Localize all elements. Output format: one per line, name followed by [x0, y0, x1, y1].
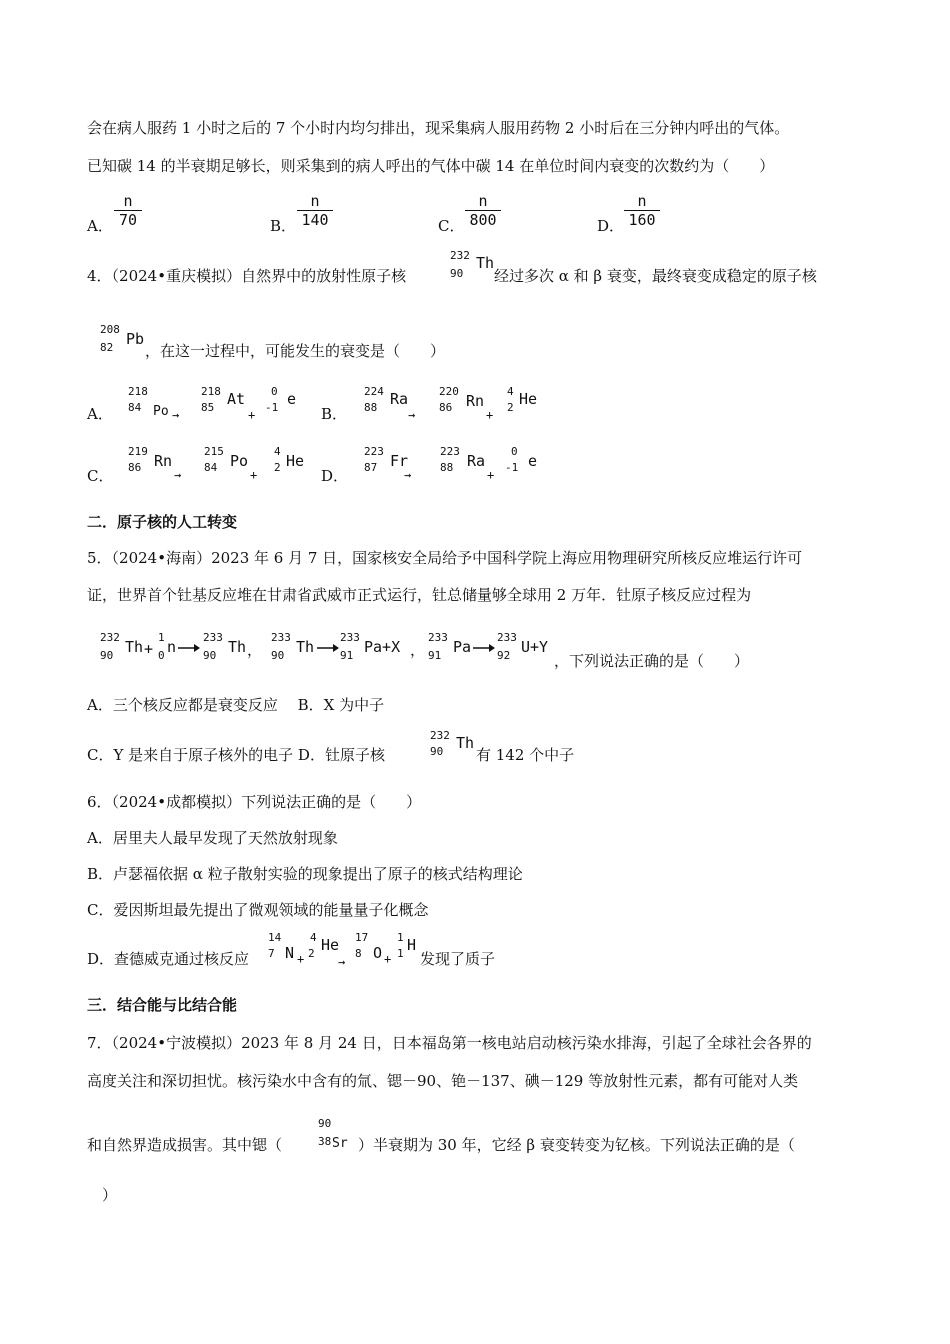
- q6-option-c: C．爱因斯坦最先提出了微观领域的能量量子化概念: [87, 901, 429, 919]
- q4a-plus: +: [248, 408, 256, 422]
- q5-line2: 证，世界首个钍基反应堆在甘肃省武威市正式运行，钍总储量够全球用 2 万年．钍原子核反应过程为: [87, 586, 752, 604]
- q5-options-cd: C．Y 是来自于原子核外的电子 D．钍原子核: [87, 746, 385, 764]
- q6-plus-1: +: [297, 952, 305, 966]
- q5-tail: ，下列说法正确的是（ ）: [554, 652, 750, 670]
- section-2-heading: 二．原子核的人工转变: [87, 513, 238, 531]
- q5-option-d-tail: 有 142 个中子: [476, 746, 575, 764]
- q4-option-d-label: D．: [321, 467, 349, 485]
- q3-option-b-fraction: n 140: [297, 192, 333, 229]
- q4b-arrow: →: [408, 408, 416, 422]
- q5-comma-1: ，: [247, 641, 263, 659]
- q3-option-b-label: B．: [270, 217, 297, 235]
- q6-option-b: B．卢瑟福依据 α 粒子散射实验的现象提出了原子的核式结构理论: [87, 865, 523, 883]
- q3-option-a-fraction: n 70: [114, 192, 142, 229]
- q4d-plus: +: [487, 468, 495, 482]
- q5-r2-arrow: [317, 643, 339, 653]
- q4b-plus: +: [486, 408, 494, 422]
- q7-line2: 高度关注和深切担忧。核污染水中含有的氚、锶－90、铯－137、碘－129 等放射性元素，都有可能对人类: [87, 1072, 799, 1090]
- q3-option-d-label: D．: [597, 217, 625, 235]
- q3-line1: 会在病人服药 1 小时之后的 7 个小时内均匀排出，现采集病人服用药物 2 小时后在三分钟内呼出的气体。: [87, 119, 790, 137]
- q5-r1-plus: +: [144, 640, 154, 658]
- q4c-plus: +: [250, 468, 258, 482]
- q7-line3b: ）半衰期为 30 年，它经 β 衰变转变为钇核。下列说法正确的是（: [358, 1136, 795, 1154]
- section-3-heading: 三．结合能与比结合能: [87, 996, 238, 1014]
- q4-tail: ，在这一过程中，可能发生的衰变是（ ）: [145, 342, 446, 360]
- q6-arrow: →: [338, 955, 346, 969]
- q3-option-d-fraction: n 160: [624, 192, 660, 229]
- q3-option-c-label: C．: [438, 217, 465, 235]
- q5-r1-arrow: [178, 643, 200, 653]
- q5-r3-arrow: [473, 643, 495, 653]
- q4-prefix: 4．（2024•重庆模拟）自然界中的放射性原子核: [87, 267, 407, 285]
- q6-stem: 6．（2024•成都模拟）下列说法正确的是（ ）: [87, 793, 422, 811]
- q4d-arrow: →: [404, 468, 412, 482]
- q4a-arrow: →: [172, 408, 180, 422]
- q4-option-c-label: C．: [87, 467, 114, 485]
- q7-line1: 7．（2024•宁波模拟）2023 年 8 月 24 日，日本福岛第一核电站启动核污染水排海，引起了全球社会各界的: [87, 1034, 812, 1052]
- q6-option-d: D．查德威克通过核反应: [87, 950, 250, 968]
- q5-comma-2: ，: [410, 641, 426, 659]
- q4c-arrow: →: [174, 468, 182, 482]
- q7-line4: ）: [102, 1186, 118, 1204]
- q3-option-a-label: A．: [87, 217, 113, 235]
- q6-option-d-tail: 发现了质子: [420, 950, 496, 968]
- q6-option-a: A．居里夫人最早发现了天然放射现象: [87, 829, 338, 847]
- q4-mid: 经过多次 α 和 β 衰变，最终衰变成稳定的原子核: [494, 267, 817, 285]
- q6-plus-2: +: [384, 952, 392, 966]
- q3-option-c-fraction: n 800: [465, 192, 501, 229]
- q4-option-a-label: A．: [87, 405, 113, 423]
- q5-options-ab: A．三个核反应都是衰变反应 B．X 为中子: [87, 696, 385, 714]
- q7-line3a: 和自然界造成损害。其中锶（: [87, 1136, 283, 1154]
- q4-option-b-label: B．: [321, 405, 348, 423]
- q3-line2: 已知碳 14 的半衰期足够长，则采集到的病人呼出的气体中碳 14 在单位时间内衰变的次数约为（ ）: [87, 157, 775, 175]
- q5-line1: 5．（2024•海南）2023 年 6 月 7 日，国家核安全局给予中国科学院上海应用物理研究所核反应堆运行许可: [87, 549, 803, 567]
